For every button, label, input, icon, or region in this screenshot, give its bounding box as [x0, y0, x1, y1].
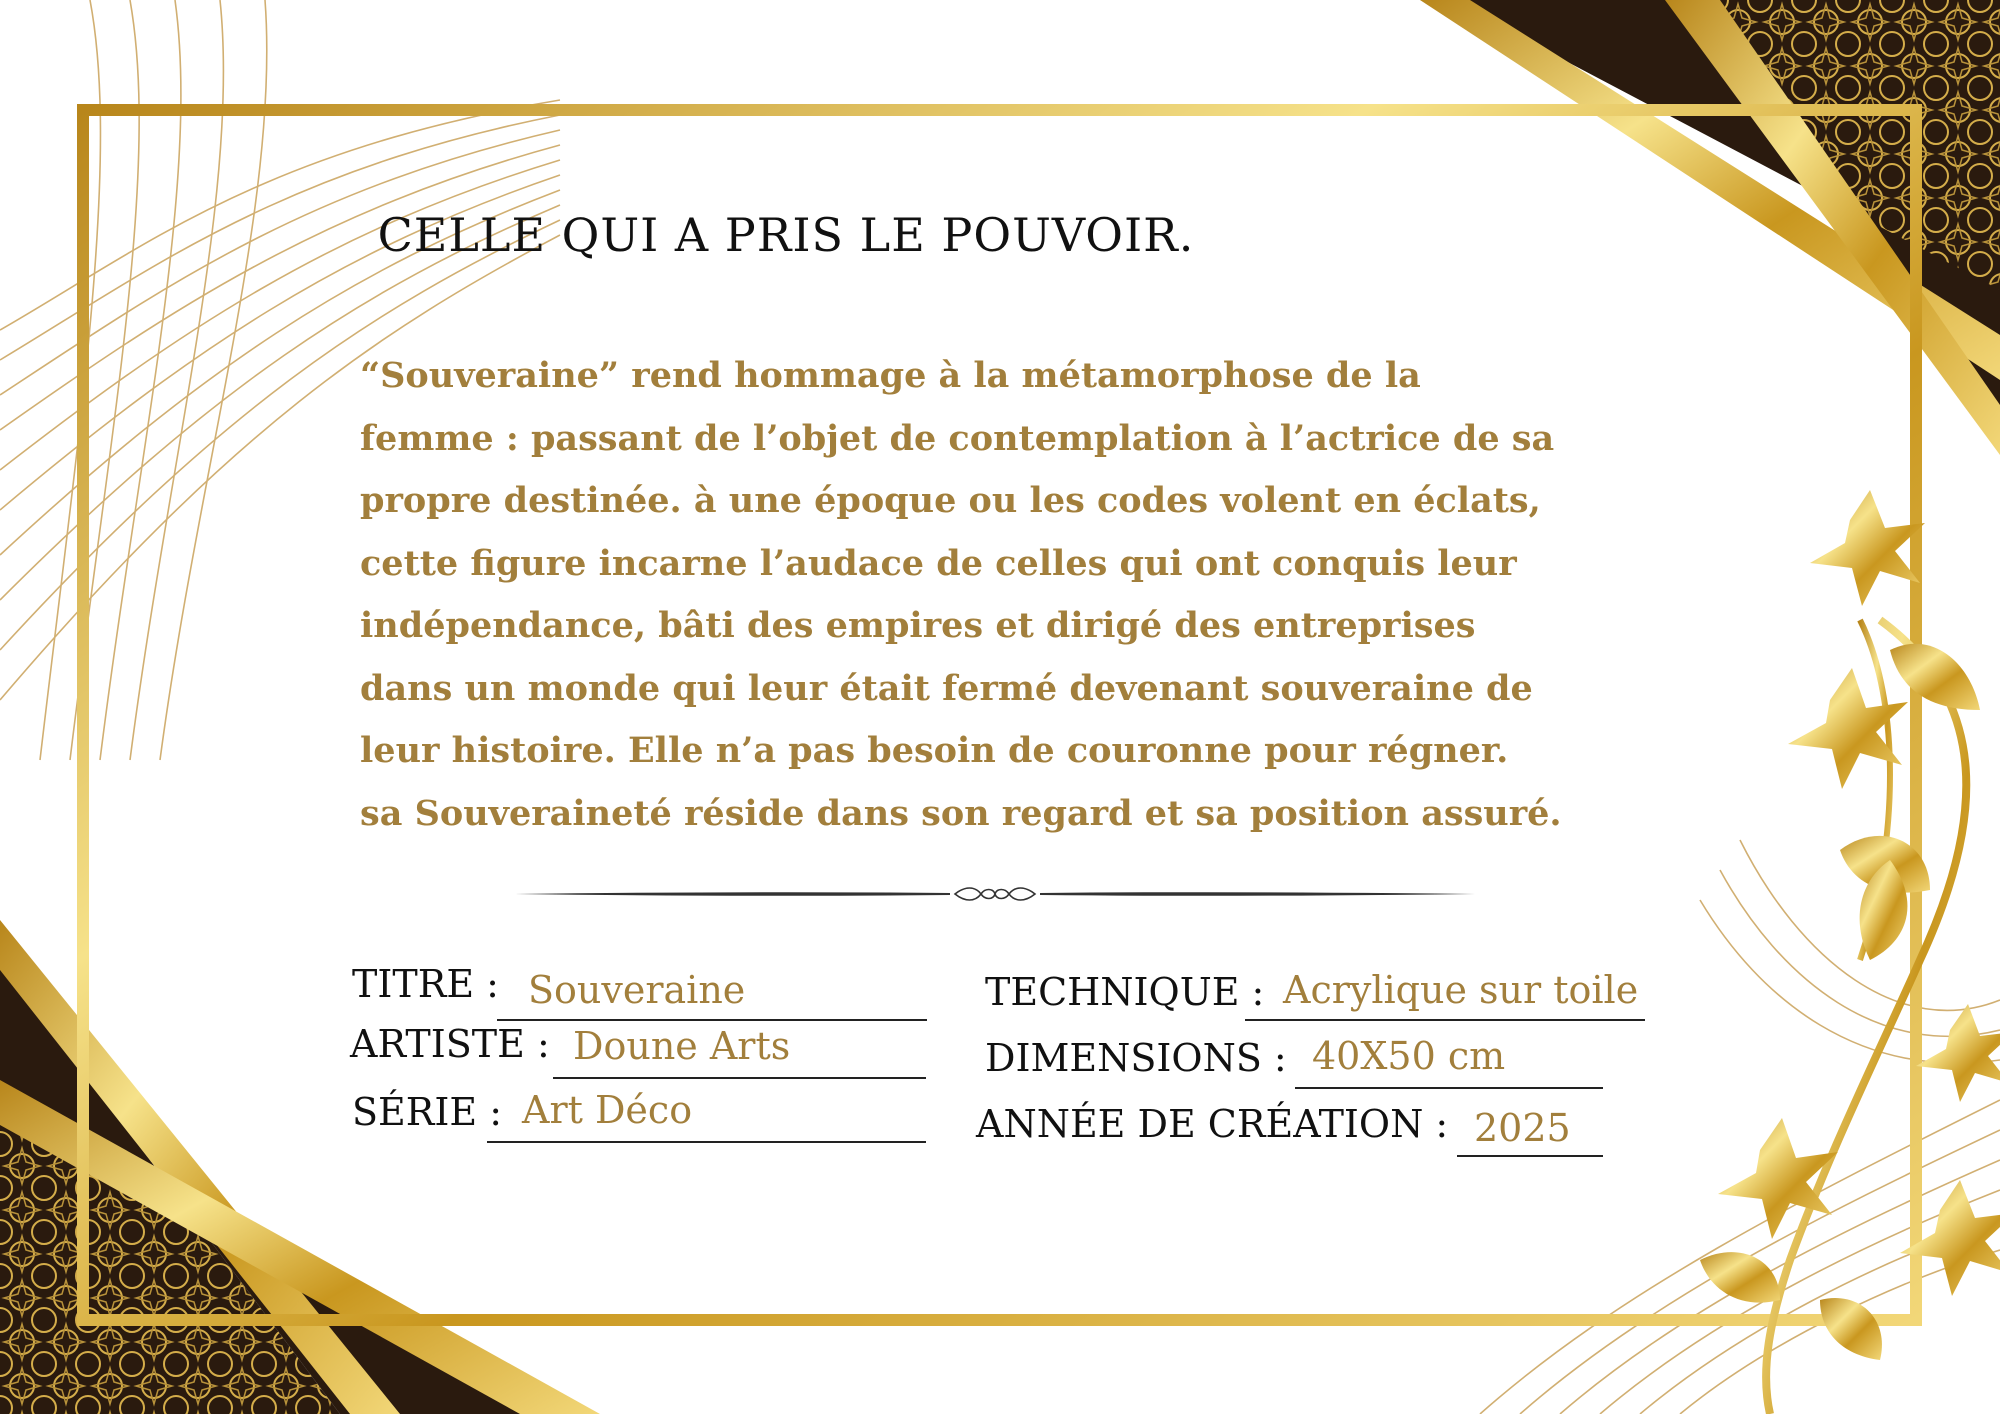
technique-label: TECHNIQUE :	[985, 970, 1265, 1014]
serie-value: Art Déco	[522, 1088, 693, 1132]
description-line: propre destinée. à une époque ou les codes volent en éclats,	[360, 480, 1541, 521]
technique-underline	[1245, 1019, 1645, 1021]
description-line: indépendance, bâti des empires et dirigé des entreprises	[360, 605, 1476, 646]
serie-underline	[487, 1141, 926, 1143]
dimensions-label: DIMENSIONS :	[985, 1036, 1287, 1080]
technique-value: Acrylique sur toile	[1283, 968, 1639, 1012]
artiste-label: ARTISTE :	[350, 1022, 550, 1066]
titre-value: Souveraine	[528, 968, 746, 1012]
artiste-underline	[553, 1077, 926, 1079]
annee-label: ANNÉE DE CRÉATION :	[976, 1102, 1449, 1146]
dimensions-underline	[1295, 1087, 1603, 1089]
floral-vine-right	[1700, 490, 2000, 1414]
artiste-value: Doune Arts	[573, 1024, 791, 1068]
page-title: CELLE QUI A PRIS LE POUVOIR.	[377, 208, 1195, 262]
serie-label: SÉRIE :	[352, 1090, 503, 1134]
annee-underline	[1457, 1155, 1603, 1157]
description-line: dans un monde qui leur était fermé devenant souveraine de	[360, 667, 1533, 709]
description-line: “Souveraine” rend hommage à la métamorphose de la	[360, 355, 1421, 396]
description-line: cette figure incarne l’audace de celles qui ont conquis leur	[360, 542, 1517, 584]
ornamental-divider	[515, 884, 1475, 904]
description-line: sa Souveraineté réside dans son regard et sa position assuré.	[360, 792, 1562, 834]
description-line: femme : passant de l’objet de contemplation à l’actrice de sa	[360, 417, 1555, 459]
dimensions-value: 40X50 cm	[1312, 1034, 1506, 1078]
titre-underline	[497, 1019, 927, 1021]
titre-label: TITRE :	[352, 962, 499, 1006]
description-paragraph	[360, 345, 1562, 845]
description-line: leur histoire. Elle n’a pas besoin de couronne pour régner.	[360, 730, 1509, 771]
annee-value: 2025	[1474, 1106, 1571, 1150]
